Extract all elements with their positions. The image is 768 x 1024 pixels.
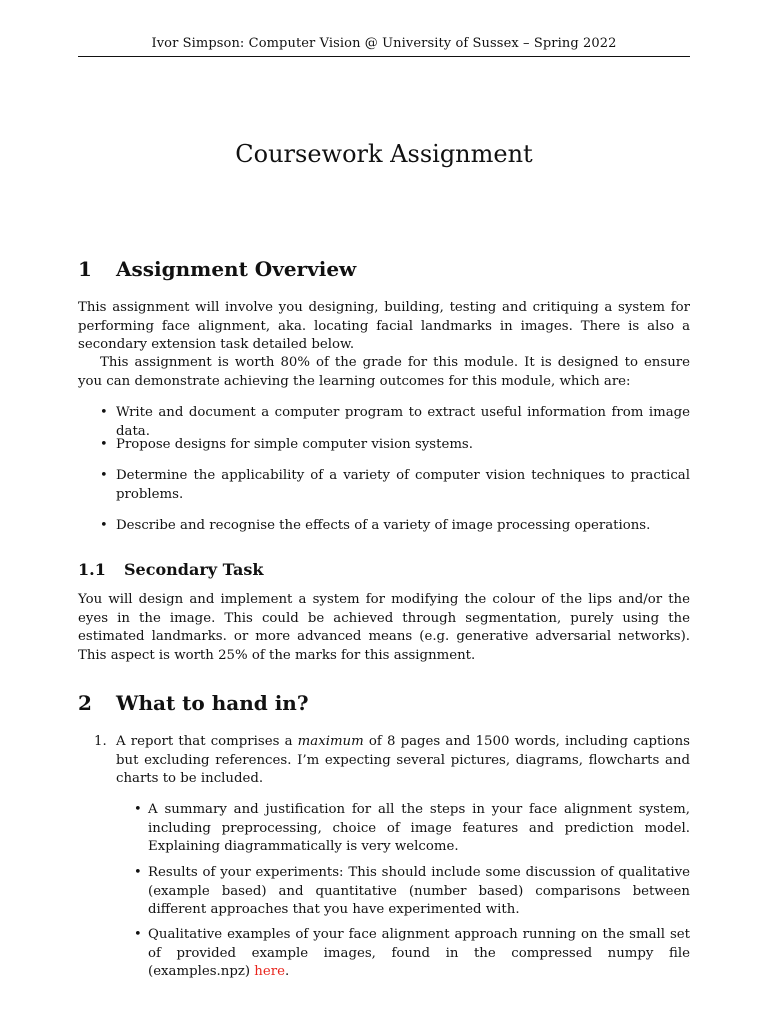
document-title: Coursework Assignment bbox=[235, 140, 533, 168]
bullet-icon: • bbox=[134, 927, 142, 942]
section-title: Assignment Overview bbox=[116, 257, 357, 281]
header-rule bbox=[78, 56, 690, 57]
bullet-icon: • bbox=[100, 468, 108, 483]
outcome-text: Determine the applicability of a variety of computer vision techniques to practical problems. bbox=[116, 468, 690, 502]
outcome-list-item bbox=[100, 467, 690, 504]
bullet-icon: • bbox=[100, 405, 108, 420]
report-sub-item bbox=[134, 926, 690, 982]
section-1-heading bbox=[78, 257, 356, 281]
enum-marker: 1. bbox=[94, 734, 107, 749]
sub-item-text: A summary and justification for all the steps in your face alignment system, including preprocessing, choice of image features and prediction model. Explaining diagrammatically is very welcome. bbox=[148, 802, 690, 855]
section-title: What to hand in? bbox=[116, 691, 309, 715]
sub-item-text: Qualitative examples of your face alignment approach running on the small set of provided example images, found in the compressed numpy file (examples.npz) bbox=[148, 927, 690, 980]
emphasis-text: maximum bbox=[297, 734, 364, 749]
running-header: Ivor Simpson: Computer Vision @ University of Sussex – Spring 2022 bbox=[151, 36, 617, 51]
handin-text-before: A report that comprises a bbox=[116, 734, 298, 749]
section-number: 1 bbox=[78, 257, 92, 281]
bullet-icon: • bbox=[100, 518, 108, 533]
sub-item-end: . bbox=[284, 964, 290, 980]
report-sub-item bbox=[134, 864, 690, 920]
bullet-icon: • bbox=[134, 865, 142, 880]
secondary-task-paragraph: You will design and implement a system for modifying the colour of the lips and/or the eyes in the image. This could be achieved through segmentation, purely using the estimated landmarks. or more advanced means (e.g. generative adversarial networks). This aspect is worth 25% of the marks for this assignment. bbox=[78, 592, 690, 663]
report-sub-item bbox=[134, 801, 690, 857]
handin-list-item bbox=[94, 733, 690, 789]
overview-paragraph: This assignment will involve you designing, building, testing and critiquing a system for performing face alignment, aka. locating facial landmarks in images. There is also a secondary extension task detailed below. bbox=[78, 300, 690, 353]
outcome-text: Propose designs for simple computer vision systems. bbox=[116, 437, 473, 452]
section-number: 2 bbox=[78, 691, 92, 715]
section-1-1-heading bbox=[78, 560, 263, 579]
section-2-heading bbox=[78, 691, 309, 715]
examples-link[interactable]: here bbox=[254, 964, 285, 980]
outcome-list-item bbox=[100, 517, 690, 536]
outcome-text: Describe and recognise the effects of a variety of image processing operations. bbox=[116, 518, 651, 533]
handin-text-after: of 8 pages and 1500 words, including captions but excluding references. I’m expecting several pictures, diagrams, flowcharts and charts to be included. bbox=[116, 734, 690, 787]
bullet-icon: • bbox=[100, 437, 108, 452]
section-title: Secondary Task bbox=[124, 560, 264, 579]
sub-item-text: Results of your experiments: This should include some discussion of qualitative (example based) and quantitative (number based) comparisons between different approaches that you have experimented with. bbox=[148, 865, 690, 918]
section-number: 1.1 bbox=[78, 560, 106, 579]
outcome-text: Write and document a computer program to extract useful information from image data. bbox=[116, 405, 690, 439]
outcome-list-item bbox=[100, 436, 690, 455]
grade-paragraph: This assignment is worth 80% of the grade for this module. It is designed to ensure you can demonstrate achieving the learning outcomes for this module, which are: bbox=[78, 355, 690, 389]
bullet-icon: • bbox=[134, 802, 142, 817]
